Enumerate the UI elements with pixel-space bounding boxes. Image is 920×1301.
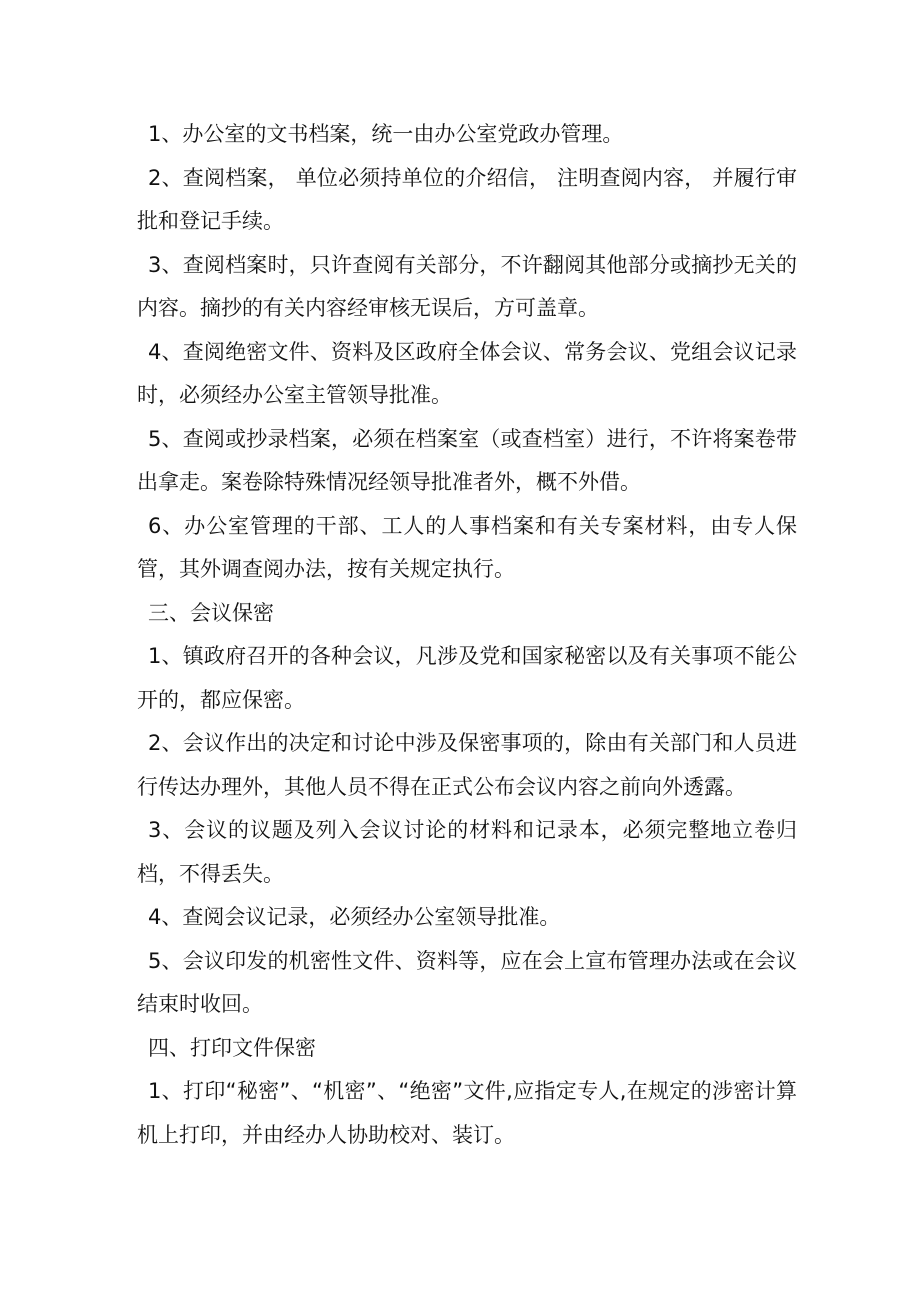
- paragraph-3: 3、查阅档案时，只许查阅有关部分，不许翻阅其他部分或摘抄无关的内容。摘抄的有关内容经审核无误后，方可盖章。: [137, 252, 797, 320]
- section-heading-print-secrecy: 四、打印文件保密: [148, 1035, 316, 1060]
- paragraph-11: 5、会议印发的机密性文件、资料等，应在会上宣布管理办法或在会议结束时收回。: [137, 948, 797, 1016]
- paragraph-10: 4、查阅会议记录，必须经办公室领导批准。: [148, 905, 561, 929]
- paragraph-1: 1、办公室的文书档案，统一由办公室党政办管理。: [148, 122, 624, 146]
- paragraph-9: 3、会议的议题及列入会议讨论的材料和记录本，必须完整地立卷归档，不得丢失。: [137, 818, 797, 886]
- paragraph-4: 4、查阅绝密文件、资料及区政府全体会议、常务会议、党组会议记录时，必须经办公室主管领导批准。: [137, 339, 797, 407]
- paragraph-8: 2、会议作出的决定和讨论中涉及保密事项的，除由有关部门和人员进行传达办理外，其他人员不得在正式公布会议内容之前向外透露。: [137, 731, 797, 799]
- document-body: [137, 113, 797, 1157]
- paragraph-12: 1、打印“秘密”、“机密”、“绝密”文件,应指定专人,在规定的涉密计算机上打印，并由经办人协助校对、装订。: [137, 1079, 797, 1147]
- paragraph-5: 5、查阅或抄录档案，必须在档案室（或查档室）进行，不许将案卷带出拿走。案卷除特殊情况经领导批准者外，概不外借。: [137, 426, 797, 494]
- section-heading-meeting-secrecy: 三、会议保密: [148, 600, 274, 625]
- paragraph-6: 6、办公室管理的干部、工人的人事档案和有关专案材料，由专人保管，其外调查阅办法，按有关规定执行。: [137, 513, 797, 581]
- paragraph-2: 2、查阅档案， 单位必须持单位的介绍信， 注明查阅内容， 并履行审批和登记手续。: [137, 165, 797, 233]
- paragraph-7: 1、镇政府召开的各种会议，凡涉及党和国家秘密以及有关事项不能公开的，都应保密。: [137, 644, 797, 712]
